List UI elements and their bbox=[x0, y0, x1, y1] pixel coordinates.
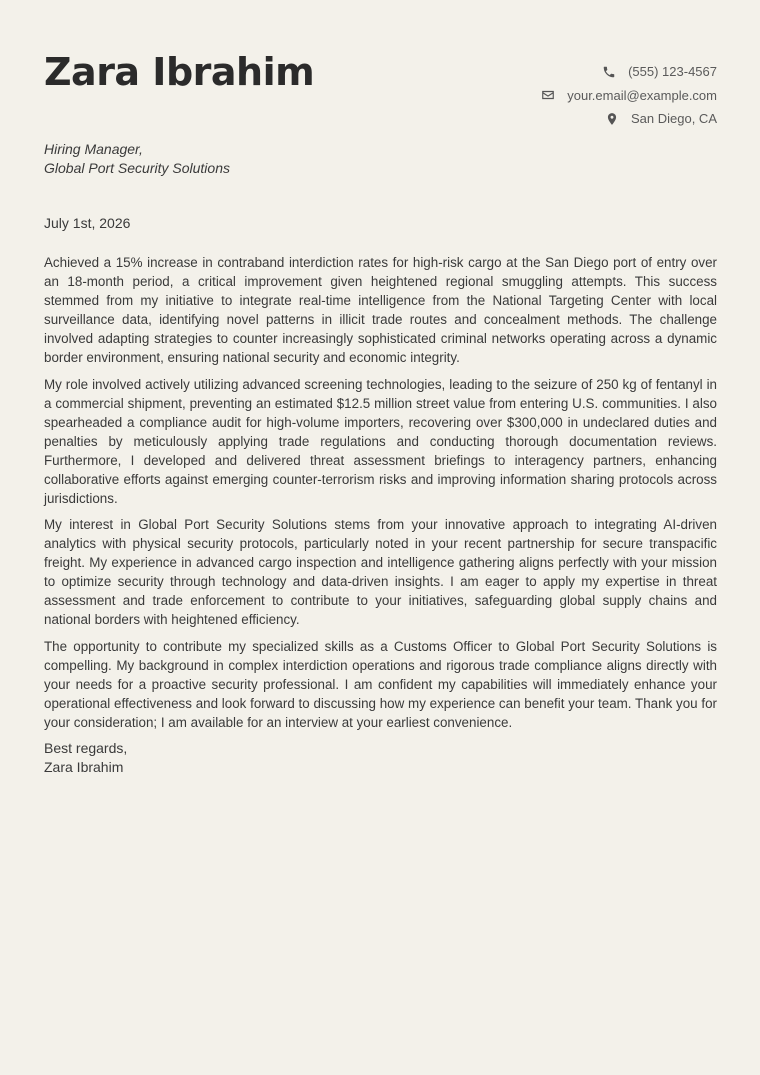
closing-salutation: Best regards, bbox=[44, 740, 128, 756]
letter-header bbox=[44, 0, 717, 130]
contact-phone: (555) 123-4567 bbox=[628, 64, 717, 79]
sender-name: Zara Ibrahim bbox=[44, 50, 315, 94]
recipient-company: Global Port Security Solutions bbox=[44, 160, 230, 176]
body-paragraph: My role involved actively utilizing advanced screening technologies, leading to the seizure of 250 kg of fentanyl in a commercial shipment, preventing an estimated $12.5 million street value from entering U.S. communities. I also spearheaded a compliance audit for high-volume importers, recovering over $300,000 in undeclared duties and penalties by meticulously applying trade regulations and conducting thorough documentation reviews. Furthermore, I developed and delivered threat assessment briefings to interagency partners, enhancing collaborative efforts against emerging counter-terrorism risks and improving information sharing protocols across jurisdictions. bbox=[44, 376, 717, 506]
cover-letter-page bbox=[44, 0, 717, 1075]
letter-date: July 1st, 2026 bbox=[44, 215, 131, 231]
phone-icon bbox=[602, 65, 616, 79]
contact-info bbox=[541, 60, 717, 131]
letter-body bbox=[44, 253, 717, 739]
body-paragraph: Achieved a 15% increase in contraband interdiction rates for high-risk cargo at the San Diego port of entry over an 18-month period, a critical improvement given heightened regional smuggling attempts. This success stemmed from my initiative to integrate real-time intelligence from the National Targeting Center with local surveillance data, identifying novel patterns in illicit trade routes and concealment methods. The challenge involved adapting strategies to counter increasingly sophisticated criminal networks operating across a dynamic border environment, ensuring national security and economic integrity. bbox=[44, 255, 717, 365]
contact-location: San Diego, CA bbox=[631, 111, 717, 126]
closing-signature: Zara Ibrahim bbox=[44, 759, 124, 775]
body-paragraph: My interest in Global Port Security Solutions stems from your innovative approach to integrating AI-driven analytics with physical security protocols, particularly noted in your recent partnership for secure transpacific freight. My experience in advanced cargo inspection and intelligence gathering aligns perfectly with your mission to optimize security through technology and data-driven insights. I am eager to apply my expertise in threat assessment and trade enforcement to contribute to your initiatives, safeguarding global supply chains and national borders with heightened efficiency. bbox=[44, 517, 717, 627]
contact-email[interactable]: your.email@example.com bbox=[567, 87, 717, 103]
contact-phone-row bbox=[541, 60, 717, 84]
contact-email-row bbox=[541, 84, 717, 108]
map-pin-icon bbox=[605, 112, 619, 126]
envelope-icon bbox=[541, 88, 555, 102]
recipient-block bbox=[44, 140, 230, 178]
closing-block bbox=[44, 739, 127, 777]
body-paragraph: The opportunity to contribute my specialized skills as a Customs Officer to Global Port Security Solutions is compelling. My background in complex interdiction operations and rigorous trade compliance aligns directly with your needs for a proactive security professional. I am confident my capabilities will immediately enhance your operational effectiveness and look forward to discussing how my experience can benefit your team. Thank you for your consideration; I am available for an interview at your earliest convenience. bbox=[44, 638, 717, 730]
recipient-title: Hiring Manager, bbox=[44, 141, 143, 157]
contact-location-row bbox=[541, 107, 717, 131]
